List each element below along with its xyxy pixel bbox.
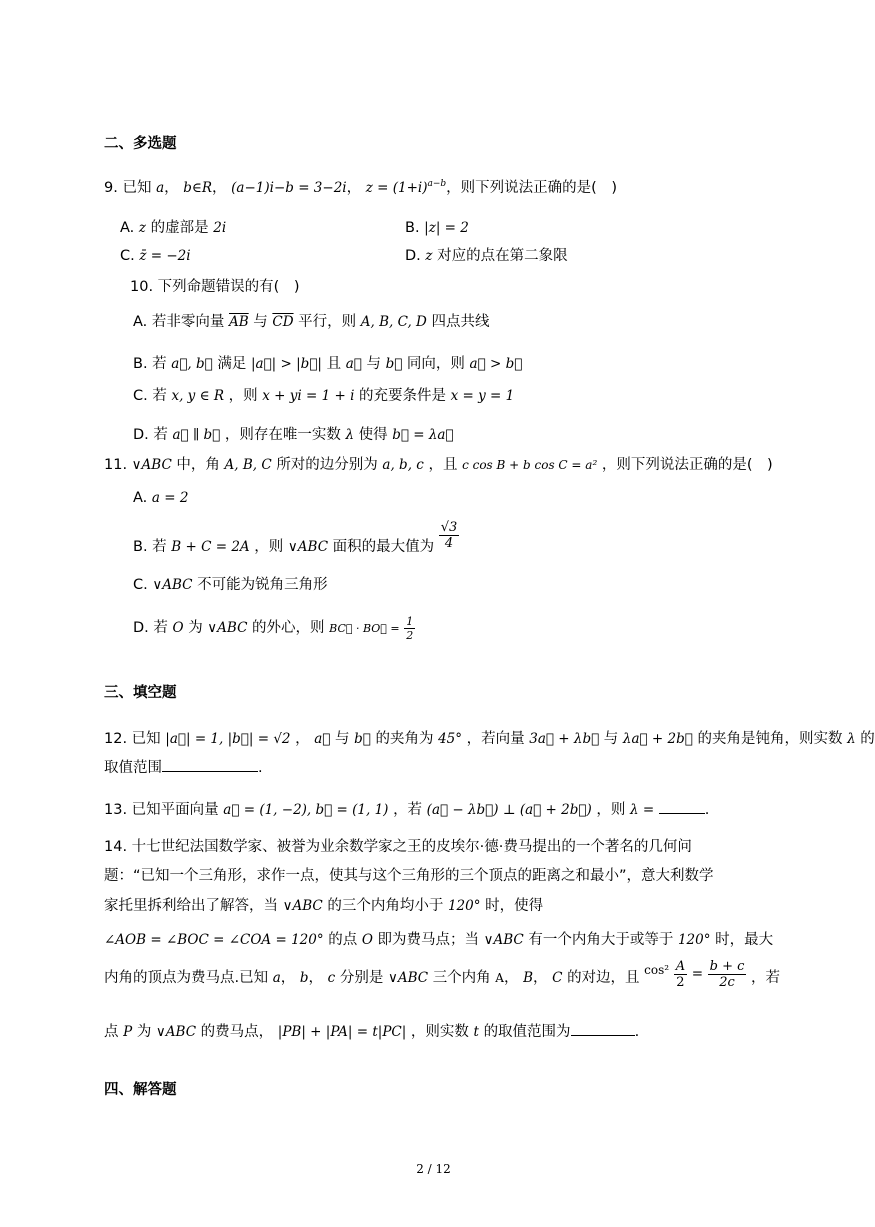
q9-condition-2-exponent: a−b xyxy=(427,179,447,189)
section-heading-fill-blank: 三、填空题 xyxy=(104,685,177,701)
q10-option-c: C. 若 x, y ∈ R ，则 x + yi = 1 + i 的充要条件是 x = y = 1 xyxy=(133,388,515,404)
q13-answer-blank xyxy=(659,799,705,814)
q11-option-c: C. ∨ABC 不可能为锐角三角形 xyxy=(133,577,328,593)
q14-answer-blank xyxy=(571,1021,635,1036)
question-10-stem: 10. 下列命题错误的有( ) xyxy=(130,279,300,295)
q9-condition-2: z = (1+i) xyxy=(365,179,428,196)
q9-condition-1: (a−1)i−b = 3−2i xyxy=(231,179,347,196)
q10-option-b: B. 若 a⃗, b⃗ 满足 |a⃗| > |b⃗| 且 a⃗ 与 b⃗ 同向，则 a⃗ > b⃗ xyxy=(133,356,523,372)
q9-option-d: D. z 对应的点在第二象限 xyxy=(405,248,568,264)
q9-option-c: C. z̄ = −2i xyxy=(120,248,191,264)
question-14-line-2: 题：“已知一个三角形，求作一点，使其与这个三角形的三个顶点的距离之和最小”，意大利数学 xyxy=(104,868,714,884)
question-12-line-2: 取值范围 . xyxy=(104,757,263,778)
q9-option-b: B. |z| = 2 xyxy=(405,220,469,236)
q9-prefix: 9. 已知 xyxy=(104,179,152,196)
q14-half-angle-fraction: $\frac{A}{2}$ xyxy=(675,958,686,990)
q9-suffix: ，则下列说法正确的是( ) xyxy=(446,179,617,196)
q9-var-a: a xyxy=(156,179,165,196)
q10-option-d: D. 若 a⃗ ∥ b⃗ ，则存在唯一实数 λ 使得 b⃗ = λa⃗ xyxy=(133,427,454,443)
q9-option-a: A. z 的虚部是 2i xyxy=(120,220,227,236)
q9-b-in-r: b∈R xyxy=(183,179,213,196)
question-12-line-1: 12. 已知 |a⃗| = 1, |b⃗| = √2 ， a⃗ 与 b⃗ 的夹角为 45° ，若向量 3a⃗ + λb⃗ 与 λa⃗ + 2b⃗ 的夹角是钝角，则实数 λ 的 xyxy=(104,731,875,747)
question-14-line-3: 家托里拆利给出了解答，当 ∨ABC 的三个内角均小于 120° 时，使得 xyxy=(104,898,544,914)
q11-option-d-fraction: $\frac{1}{2}$ xyxy=(406,614,414,642)
question-14-line-5: 内角的顶点为费马点.已知 a， b， c 分别是 ∨ABC 三个内角 A， B， C 的对边，且 $^{cos^2}$ $\frac{A}{2}$ = $\frac{b + c}{2c}$ ，若 xyxy=(104,958,780,990)
question-14-line-1: 14. 十七世纪法国数学家、被誉为业余数学家之王的皮埃尔·德·费马提出的一个著名的几何问 xyxy=(104,839,692,855)
section-heading-answer: 四、解答题 xyxy=(104,1082,177,1098)
q11-option-b-fraction: $\frac{√3}{4}$ xyxy=(440,519,458,551)
question-11-stem: 11. ∨ABC 中，角 A, B, C 所对的边分别为 a, b, c ，且 c cos B + b cos C = a² ，则下列说法正确的是( ) xyxy=(104,457,773,473)
question-14-line-6: 点 P 为 ∨ABC 的费马点， |PB| + |PA| = t|PC| ，则实数 t 的取值范围为 . xyxy=(104,1021,639,1042)
q10-option-a: A. 若非零向量 $\overline{AB}$ 与 $\overline{CD}$ 平行，则 A, B, C, D 四点共线 xyxy=(133,314,490,330)
question-14-line-4: ∠AOB = ∠BOC = ∠COA = 120° 的点 O 即为费马点；当 ∨ABC 有一个内角大于或等于 120° 时，最大 xyxy=(104,932,774,948)
question-13: 13. 已知平面向量 a⃗ = (1, −2), b⃗ = (1, 1) ，若 (a⃗ − λb⃗) ⊥ (a⃗ + 2b⃗) ，则 λ = . xyxy=(104,799,709,820)
q11-option-d: D. 若 O 为 ∨ABC 的外心，则 BC⃗ · BO⃗ = $\frac{1}{2}$ xyxy=(133,614,414,642)
q14-side-ratio-fraction: $\frac{b + c}{2c}$ xyxy=(709,958,745,990)
section-heading-multi-choice: 二、多选题 xyxy=(104,136,177,152)
q11-option-b: B. 若 B + C = 2A ，则 ∨ABC 面积的最大值为 $\frac{√3}{4}$ xyxy=(133,519,458,555)
question-9-stem: 9. 已知 a， b∈R， (a−1)i−b = 3−2i， $z = (1+i)^{a-b}$，则下列说法正确的是( ) xyxy=(104,179,617,196)
page-number: 2 / 12 xyxy=(416,1162,451,1176)
q12-answer-blank xyxy=(162,757,258,772)
q11-option-a: A. a = 2 xyxy=(133,490,189,506)
